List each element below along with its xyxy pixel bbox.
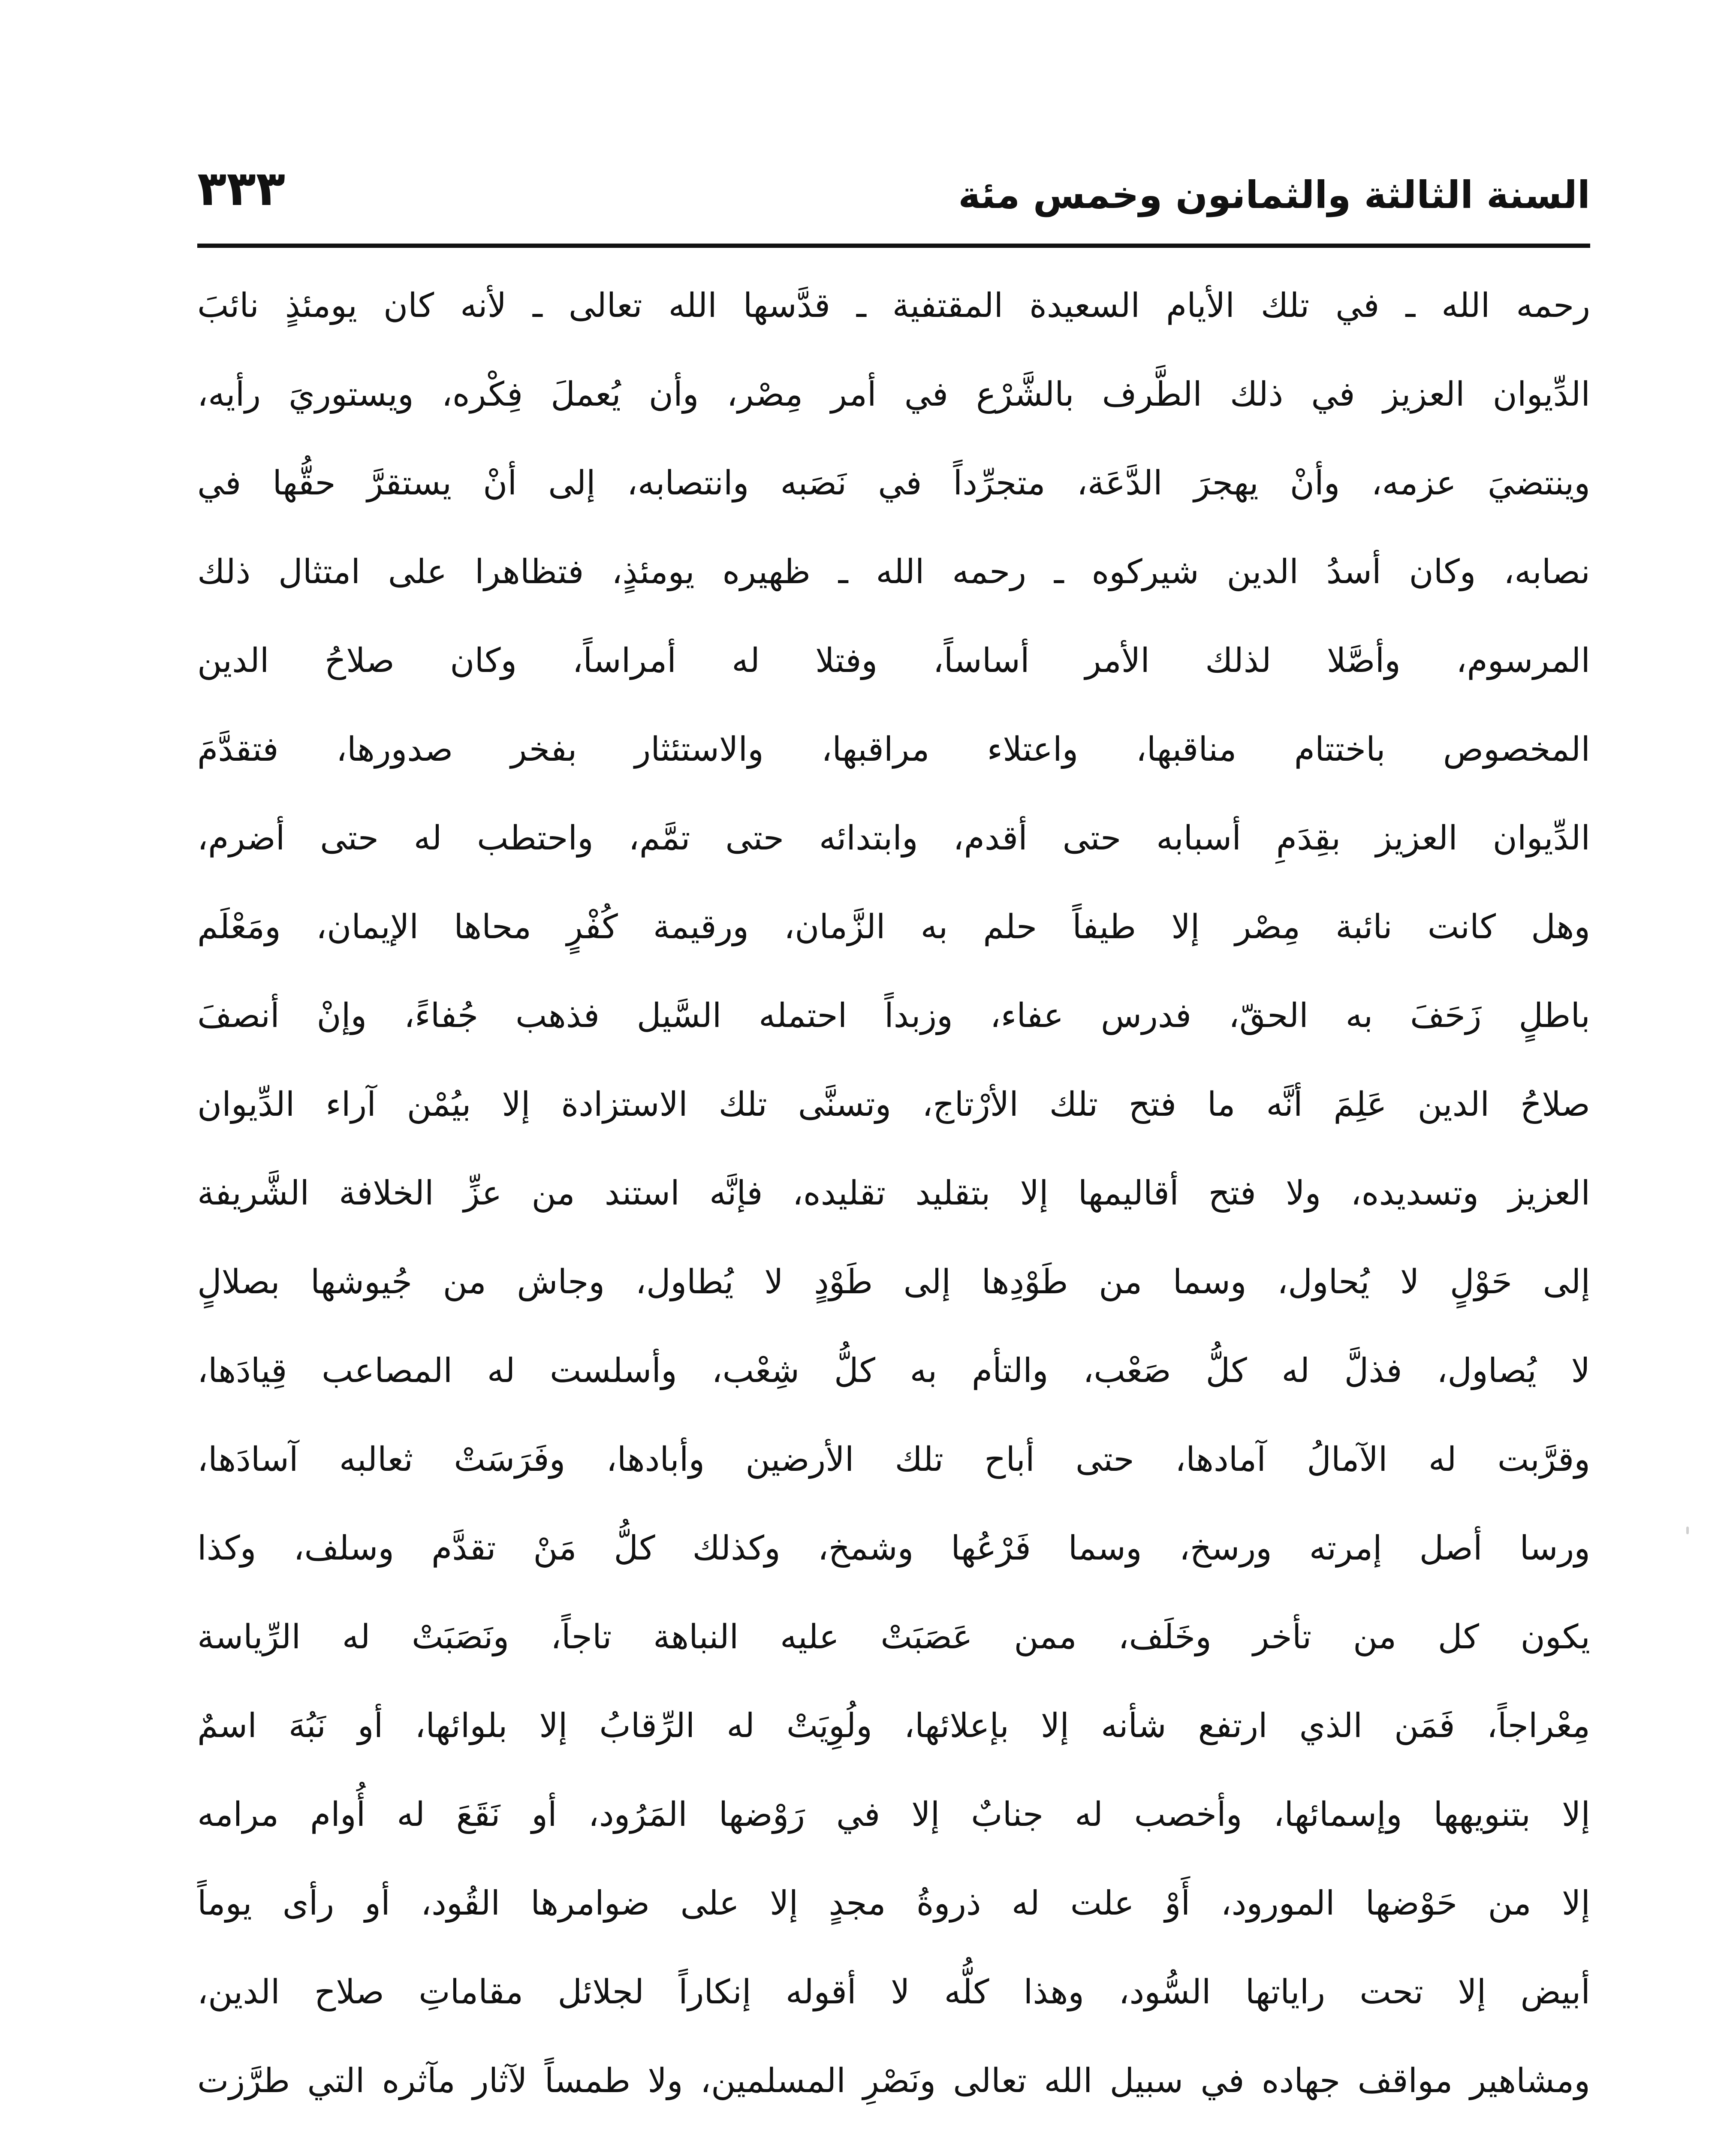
text-line: إلا من حَوْضها المورود، أَوْ علت له ذروةُ مجدٍ إلا على ضوامرها القُود، أو رأى يوماً: [197, 1884, 1590, 1923]
text-line: نصابه، وكان أسدُ الدين شيركوه ـ رحمه الله ـ ظهيره يومئذٍ، فتظاهرا على امتثال ذلك: [197, 553, 1590, 591]
body-text: [197, 262, 1590, 2144]
text-line: لا يُصاول، فذلَّ له كلُّ صَعْب، والتأم به كلُّ شِعْب، وأسلست له المصاعب قِيادَها،: [197, 1352, 1590, 1390]
text-line: الدِّيوان العزيز في ذلك الطَّرف بالشَّرْع في أمر مِصْر، وأن يُعملَ فِكْره، ويستوريَ رأيه،: [197, 375, 1590, 414]
text-line: [197, 2126, 1590, 2144]
text-line: صلاحُ الدين عَلِمَ أنَّه ما فتح تلك الأرْتاج، وتسنَّى تلك الاستزادة إلا بيُمْن آراء الدِّيوان: [197, 1085, 1590, 1124]
text-line: أبيض إلا تحت راياتها السُّود، وهذا كلُّه لا أقوله إنكاراً لجلائل مقاماتِ صلاح الدين،: [197, 1973, 1590, 2012]
text-line: وينتضيَ عزمه، وأنْ يهجرَ الدَّعَة، متجرِّداً في نَصَبه وانتصابه، إلى أنْ يستقرَّ حقُّها في: [197, 464, 1590, 503]
text-line: يكون كل من تأخر وخَلَف، ممن عَصَبَتْ عليه النباهة تاجاً، ونَصَبَتْ له الرِّياسة: [197, 1618, 1590, 1656]
text-line: المخصوص باختتام مناقبها، واعتلاء مراقبها، والاستئثار بفخر صدورها، فتقدَّمَ: [197, 730, 1590, 769]
text-line: ومشاهير مواقف جهاده في سبيل الله تعالى ونَصْرِ المسلمين، ولا طمساً لآثار مآثره التي طرَّزت: [197, 2062, 1590, 2100]
text-line: الدِّيوان العزيز بقِدَمِ أسبابه حتى أقدم، وابتدائه حتى تمَّم، واحتطب له حتى أضرم،: [197, 819, 1590, 858]
text-line: إلى حَوْلٍ لا يُحاول، وسما من طَوْدِها إلى طَوْدٍ لا يُطاول، وجاش من جُيوشها بصلالٍ: [197, 1263, 1590, 1301]
text-line: رحمه الله ـ في تلك الأيام السعيدة المقتفية ـ قدَّسها الله تعالى ـ لأنه كان يومئذٍ نائبَ: [197, 286, 1590, 325]
text-line: ورسا أصل إمرته ورسخ، وسما فَرْعُها وشمخ، وكذلك كلُّ مَنْ تقدَّم وسلف، وكذا: [197, 1529, 1590, 1568]
text-line: وهل كانت نائبة مِصْر إلا طيفاً حلم به الزَّمان، ورقيمة كُفْرٍ محاها الإيمان، ومَعْلَم: [197, 908, 1590, 946]
text-line: إلا بتنويهها وإسمائها، وأخصب له جنابٌ إلا في رَوْضها المَرُود، أو نَقَعَ له أُوام مرامه: [197, 1795, 1590, 1834]
text-line: باطلٍ زَحَفَ به الحقّ، فدرس عفاء، وزبداً احتمله السَّيل فذهب جُفاءً، وإنْ أنصفَ: [197, 997, 1590, 1035]
text-line: العزيز وتسديده، ولا فتح أقاليمها إلا بتقليد تقليده، فإنَّه استند من عزِّ الخلافة الشَّريفة: [197, 1174, 1590, 1213]
header-divider: [197, 244, 1590, 248]
text-line: وقرَّبت له الآمالُ آمادها، حتى أباح تلك الأرضين وأبادها، وفَرَسَتْ ثعالبه آسادَها،: [197, 1440, 1590, 1479]
text-line: المرسوم، وأصَّلا لذلك الأمر أساساً، وفتلا له أمراساً، وكان صلاحُ الدين: [197, 641, 1590, 680]
text-line: مِعْراجاً، فَمَن الذي ارتفع شأنه إلا بإعلائها، ولُوِيَتْ له الرِّقابُ إلا بلوائها، أو نَبُهَ اسمٌ: [197, 1707, 1590, 1745]
running-title: السنة الثالثة والثمانون وخمس مئة: [958, 173, 1590, 217]
page-number: ٣٣٣: [197, 161, 286, 217]
margin-speck: [1686, 1527, 1689, 1534]
page-header: [197, 159, 1590, 244]
